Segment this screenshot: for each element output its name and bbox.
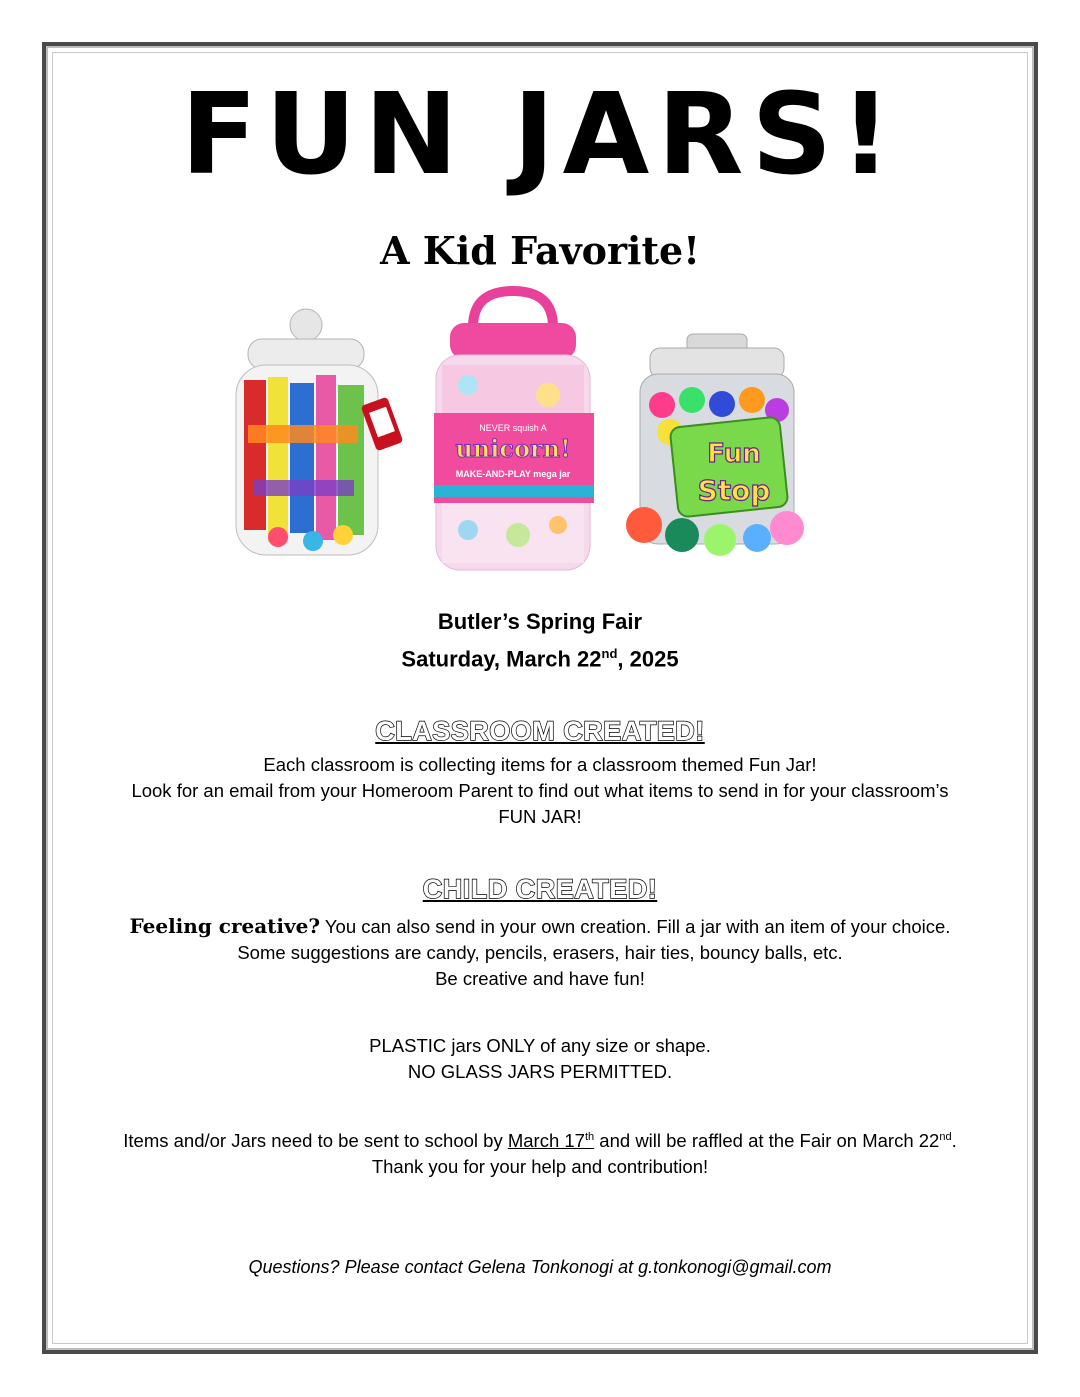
bouncy-ball-jar-image — [622, 330, 812, 565]
flyer-title: FUN JARS! — [180, 70, 900, 200]
funstop-label-1: Fun — [707, 439, 761, 469]
classroom-description: Each classroom is collecting items for a classroom themed Fun Jar! Look for an email from your Homeroom Parent to find out what items to send in for your classroom’s FUN JAR! — [131, 754, 949, 827]
unicorn-label-top: NEVER squish A — [479, 423, 547, 433]
fair-date: Saturday, March 22nd, 2025 — [401, 646, 679, 672]
jar-images — [0, 285, 1080, 585]
fair-name: Butler’s Spring Fair — [437, 609, 643, 634]
child-description: Feeling creative? You can also send in your own creation. Fill a jar with an item of your choice. Some suggestions are candy, pencils, erasers, hair ties, bouncy balls, etc. Be creative and have fun! — [129, 914, 951, 989]
feeling-creative-lead: Feeling creative? — [129, 914, 321, 938]
jar-rules: PLASTIC jars ONLY of any size or shape. NO GLASS JARS PERMITTED. — [369, 1035, 711, 1082]
candy-jar-image — [228, 305, 403, 570]
unicorn-mega-jar-image — [428, 285, 598, 580]
unicorn-label-main: unicorn! — [455, 434, 571, 463]
contact-line: Questions? Please contact Gelena Tonkonogi at g.tonkonogi@gmail.com — [248, 1257, 832, 1277]
funstop-label-2: Stop — [697, 474, 771, 507]
deadline-info: Items and/or Jars need to be sent to school by March 17th and will be raffled at the Fair on March 22nd. Thank you for your help and contribution! — [123, 1130, 957, 1178]
flyer-subtitle: A Kid Favorite! — [380, 228, 700, 273]
child-heading: CHILD CREATED! — [422, 874, 658, 904]
fair-info — [0, 606, 1080, 675]
classroom-heading: CLASSROOM CREATED! — [375, 716, 705, 746]
unicorn-label-bottom: MAKE-AND-PLAY mega jar — [455, 469, 571, 479]
